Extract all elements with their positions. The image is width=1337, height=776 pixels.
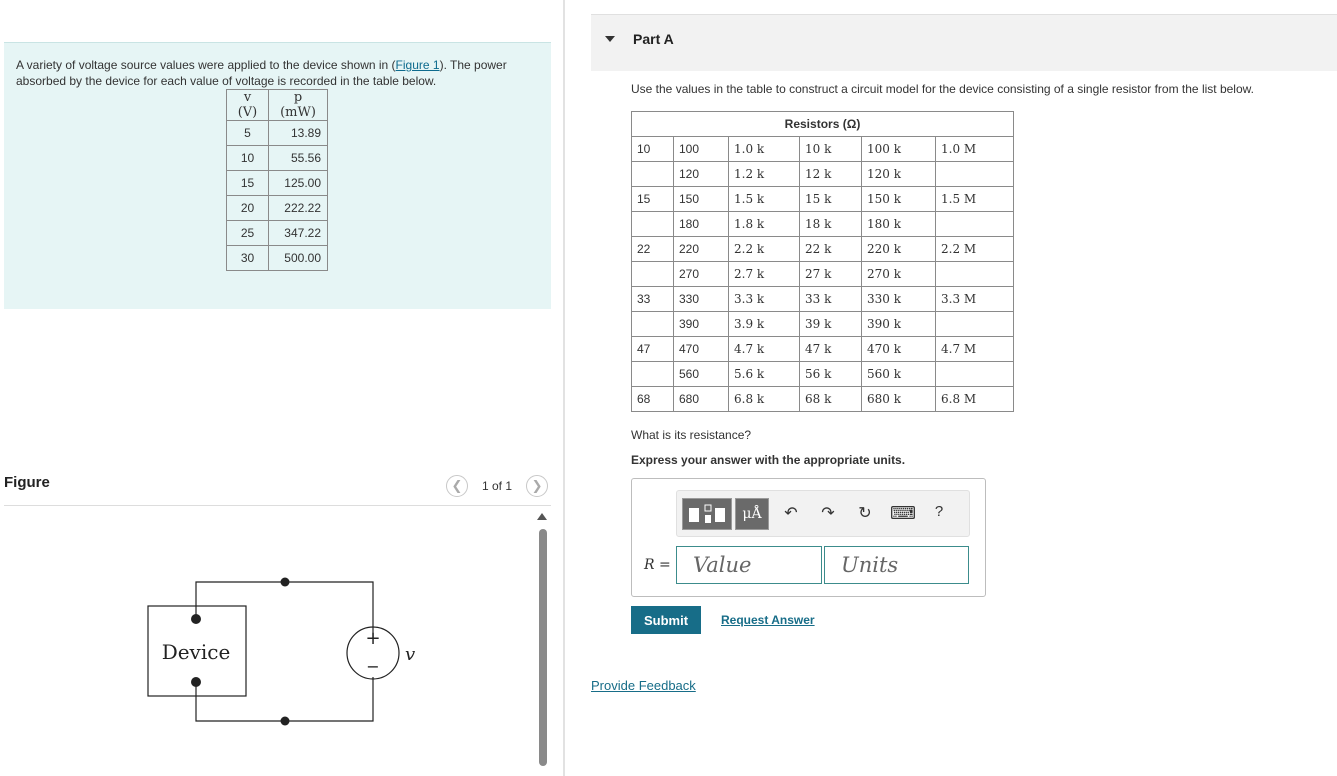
node-bottom xyxy=(281,717,290,726)
power-cell: 500.00 xyxy=(269,246,328,271)
resistor-cell xyxy=(632,362,674,387)
resistor-cell: 180 xyxy=(674,212,729,237)
resistor-cell: 10 k xyxy=(800,137,862,162)
resistor-cell: 15 xyxy=(632,187,674,212)
resistor-cell: 1.2 k xyxy=(729,162,800,187)
resistor-cell: 3.3 M xyxy=(936,287,1014,312)
part-a-header[interactable] xyxy=(591,14,1337,71)
resistor-cell: 150 xyxy=(674,187,729,212)
voltage-cell: 10 xyxy=(227,146,269,171)
table-row xyxy=(632,387,1014,412)
resistor-cell xyxy=(632,162,674,187)
resistor-cell: 390 xyxy=(674,312,729,337)
resistor-cell xyxy=(936,162,1014,187)
table-row xyxy=(632,337,1014,362)
device-label: Device xyxy=(161,640,231,664)
resistor-cell: 120 k xyxy=(862,162,936,187)
table-row xyxy=(227,121,328,146)
voltage-cell: 25 xyxy=(227,221,269,246)
submit-button[interactable]: Submit xyxy=(631,606,701,634)
table-row xyxy=(632,237,1014,262)
resistor-cell: 56 k xyxy=(800,362,862,387)
resistor-cell: 470 k xyxy=(862,337,936,362)
power-cell: 347.22 xyxy=(269,221,328,246)
resistor-cell: 390 k xyxy=(862,312,936,337)
figure-count: 1 of 1 xyxy=(482,479,513,493)
resistor-cell: 220 k xyxy=(862,237,936,262)
table-row xyxy=(632,362,1014,387)
voltage-cell: 30 xyxy=(227,246,269,271)
scroll-up-arrow-icon[interactable] xyxy=(537,513,547,520)
part-title: Part A xyxy=(633,31,674,47)
resistor-cell: 4.7 M xyxy=(936,337,1014,362)
question-text: What is its resistance? xyxy=(631,428,752,442)
table-row xyxy=(227,196,328,221)
table-row xyxy=(227,146,328,171)
table-row xyxy=(632,212,1014,237)
resistor-cell: 2.2 M xyxy=(936,237,1014,262)
node-top xyxy=(281,578,290,587)
resistor-cell: 270 xyxy=(674,262,729,287)
resistor-table-header: Resistors (Ω) xyxy=(632,112,1014,137)
resistor-cell xyxy=(632,262,674,287)
resistor-cell: 2.2 k xyxy=(729,237,800,262)
power-cell: 13.89 xyxy=(269,121,328,146)
table-row xyxy=(227,171,328,196)
resistor-cell: 680 xyxy=(674,387,729,412)
resistor-cell: 47 k xyxy=(800,337,862,362)
resistor-cell: 39 k xyxy=(800,312,862,337)
resistor-cell: 33 xyxy=(632,287,674,312)
voltage-cell: 5 xyxy=(227,121,269,146)
figure-pagination xyxy=(446,474,548,498)
resistor-cell: 6.8 M xyxy=(936,387,1014,412)
provide-feedback-link[interactable]: Provide Feedback xyxy=(591,678,696,693)
header-power: p (mW) xyxy=(269,90,328,121)
bottom-wire xyxy=(196,677,373,721)
resistor-cell xyxy=(936,362,1014,387)
answer-toolbar xyxy=(676,490,970,537)
next-figure-button[interactable] xyxy=(526,475,548,497)
resistor-cell: 6.8 k xyxy=(729,387,800,412)
figure-divider xyxy=(4,505,551,506)
resistor-cell xyxy=(936,212,1014,237)
resistor-cell: 47 xyxy=(632,337,674,362)
resistor-cell: 10 xyxy=(632,137,674,162)
power-cell: 125.00 xyxy=(269,171,328,196)
resistor-cell: 1.0 M xyxy=(936,137,1014,162)
source-minus-sign: − xyxy=(366,657,380,676)
table-row xyxy=(227,246,328,271)
keyboard-icon[interactable]: ⌨ xyxy=(890,503,916,523)
table-row xyxy=(632,287,1014,312)
express-instruction: Express your answer with the appropriate units. xyxy=(631,453,906,467)
table-row xyxy=(632,187,1014,212)
header-voltage: v (V) xyxy=(227,90,269,121)
table-row xyxy=(632,137,1014,162)
problem-text: A variety of voltage source values were applied to the device shown in (Figure 1). The power absorbed by the device for each value of voltage is recorded in the table below. xyxy=(16,58,507,88)
resistor-cell: 2.7 k xyxy=(729,262,800,287)
power-cell: 55.56 xyxy=(269,146,328,171)
power-cell: 222.22 xyxy=(269,196,328,221)
undo-icon[interactable]: ↶ xyxy=(784,505,798,522)
template-button[interactable] xyxy=(682,498,732,530)
resistor-cell xyxy=(632,312,674,337)
resistor-cell: 470 xyxy=(674,337,729,362)
source-plus-sign: + xyxy=(365,628,381,649)
resistor-cell: 4.7 k xyxy=(729,337,800,362)
chevron-right-icon: ❯ xyxy=(531,478,543,493)
resistor-cell: 150 k xyxy=(862,187,936,212)
voltage-cell: 15 xyxy=(227,171,269,196)
device-terminal-bottom xyxy=(191,677,201,687)
voltage-power-table xyxy=(226,89,328,271)
resistor-cell: 180 k xyxy=(862,212,936,237)
units-button[interactable]: μÅ xyxy=(735,498,769,530)
resistor-cell: 560 xyxy=(674,362,729,387)
panel-divider xyxy=(563,0,565,776)
table-row xyxy=(632,162,1014,187)
resistor-cell: 100 xyxy=(674,137,729,162)
template-icon xyxy=(687,502,727,526)
resistor-cell: 12 k xyxy=(800,162,862,187)
resistor-cell: 120 xyxy=(674,162,729,187)
resistor-cell: 1.5 k xyxy=(729,187,800,212)
redo-icon[interactable]: ↷ xyxy=(821,505,835,522)
resistor-cell: 560 k xyxy=(862,362,936,387)
resistor-cell xyxy=(632,212,674,237)
resistor-cell: 15 k xyxy=(800,187,862,212)
reset-icon[interactable]: ↻ xyxy=(858,505,872,522)
top-wire xyxy=(196,582,373,639)
circuit-diagram xyxy=(140,570,430,730)
resistor-cell: 1.0 k xyxy=(729,137,800,162)
chevron-left-icon: ❮ xyxy=(451,478,463,493)
resistor-cell: 3.3 k xyxy=(729,287,800,312)
table-row xyxy=(632,262,1014,287)
part-instruction: Use the values in the table to construct a circuit model for the device consisting of a single resistor from the list below. xyxy=(631,82,1254,96)
resistor-cell: 330 k xyxy=(862,287,936,312)
help-button[interactable]: ? xyxy=(934,503,944,520)
resistor-cell: 1.5 M xyxy=(936,187,1014,212)
prev-figure-button[interactable] xyxy=(446,475,468,497)
resistor-cell: 68 k xyxy=(800,387,862,412)
caret-down-icon xyxy=(605,36,615,42)
resistor-cell: 22 k xyxy=(800,237,862,262)
resistor-cell: 22 xyxy=(632,237,674,262)
voltage-cell: 20 xyxy=(227,196,269,221)
figure-title: Figure xyxy=(4,474,50,491)
resistor-cell: 220 xyxy=(674,237,729,262)
source-voltage-label: v xyxy=(405,644,416,665)
scrollbar-thumb[interactable] xyxy=(539,529,547,766)
answer-label: R = xyxy=(644,557,671,573)
device-terminal-top xyxy=(191,614,201,624)
resistor-cell xyxy=(936,312,1014,337)
resistor-cell: 18 k xyxy=(800,212,862,237)
resistor-cell: 270 k xyxy=(862,262,936,287)
resistor-cell: 68 xyxy=(632,387,674,412)
request-answer-link[interactable]: Request Answer xyxy=(721,613,815,627)
resistor-cell: 100 k xyxy=(862,137,936,162)
resistor-cell: 1.8 k xyxy=(729,212,800,237)
resistor-cell: 27 k xyxy=(800,262,862,287)
problem-statement xyxy=(4,42,551,309)
value-input[interactable] xyxy=(676,546,822,584)
answer-box xyxy=(631,478,986,597)
resistor-cell: 5.6 k xyxy=(729,362,800,387)
resistor-cell: 680 k xyxy=(862,387,936,412)
table-row xyxy=(632,312,1014,337)
resistor-cell xyxy=(936,262,1014,287)
resistor-table xyxy=(631,111,1014,412)
units-input[interactable] xyxy=(824,546,969,584)
figure-link[interactable]: Figure 1 xyxy=(395,58,440,72)
resistor-cell: 330 xyxy=(674,287,729,312)
resistor-cell: 33 k xyxy=(800,287,862,312)
table-row xyxy=(227,221,328,246)
resistor-cell: 3.9 k xyxy=(729,312,800,337)
